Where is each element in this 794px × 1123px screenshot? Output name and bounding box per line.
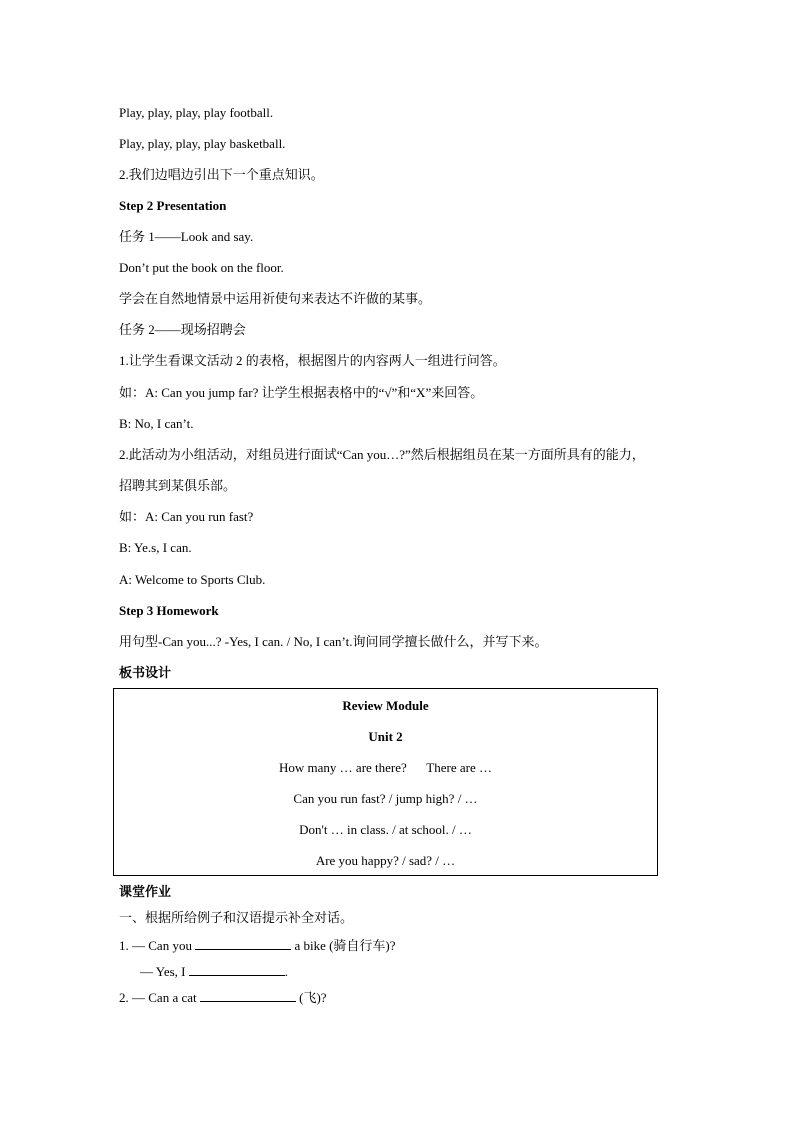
text-line: B: No, I can’t. <box>119 416 194 431</box>
section-heading: 板书设计 <box>119 665 172 680</box>
text-line: 2.此活动为小组活动，对组员进行面试“Can you…?”然后根据组员在某一方面所具有的能力， <box>119 447 645 462</box>
answer-blank[interactable] <box>200 989 296 1002</box>
text-line: B: Ye.s, I can. <box>119 540 192 555</box>
section-heading: Step 2 Presentation <box>119 198 227 213</box>
text-line: 学会在自然地情景中运用祈使句来表达不许做的某事。 <box>119 291 432 306</box>
question-text: 1. — Can you <box>119 938 192 953</box>
exercise-instruction: 一、根据所给例子和汉语提示补全对话。 <box>119 910 354 925</box>
blackboard-design-box <box>113 688 658 876</box>
text-line: 1.让学生看课文活动 2 的表格，根据图片的内容两人一组进行问答。 <box>119 353 506 368</box>
exercise-answer <box>140 963 288 980</box>
question-text: . <box>284 964 289 979</box>
exercise-heading: 课堂作业 <box>119 884 172 899</box>
text-line: Play, play, play, play football. <box>119 105 274 120</box>
board-row: Can you run fast? / jump high? / … <box>293 791 478 806</box>
text-line: 2.我们边唱边引出下一个重点知识。 <box>119 167 324 182</box>
text-line: 任务 1——Look and say. <box>119 229 254 244</box>
board-row: Are you happy? / sad? / … <box>315 853 456 868</box>
question-text: (飞)? <box>299 990 327 1005</box>
answer-blank[interactable] <box>189 963 285 976</box>
text-line: A: Welcome to Sports Club. <box>119 572 266 587</box>
answer-blank[interactable] <box>195 937 291 950</box>
exercise-question <box>119 937 396 954</box>
board-title: Review Module <box>342 698 429 713</box>
question-text: — Yes, I <box>140 964 186 979</box>
text-line: Don’t put the book on the floor. <box>119 260 284 275</box>
text-line: 任务 2——现场招聘会 <box>119 322 246 337</box>
board-row-part: How many … are there? <box>279 760 407 775</box>
board-row: Don't … in class. / at school. / … <box>299 822 472 837</box>
question-text: 2. — Can a cat <box>119 990 197 1005</box>
text-line: 如：A: Can you run fast? <box>119 509 254 524</box>
question-text: a bike (骑自行车)? <box>294 938 396 953</box>
board-row-part: There are … <box>426 760 492 775</box>
text-line: 招聘其到某俱乐部。 <box>119 478 237 493</box>
text-line: 如：A: Can you jump far? 让学生根据表格中的“√”和“X”来回答。 <box>119 385 484 400</box>
exercise-question <box>119 989 327 1006</box>
text-line: 用句型-Can you...? -Yes, I can. / No, I can’t.询问同学擅长做什么，并写下来。 <box>119 634 548 649</box>
section-heading: Step 3 Homework <box>119 603 219 618</box>
text-line: Play, play, play, play basketball. <box>119 136 286 151</box>
board-row <box>114 760 657 776</box>
board-unit: Unit 2 <box>368 729 403 744</box>
